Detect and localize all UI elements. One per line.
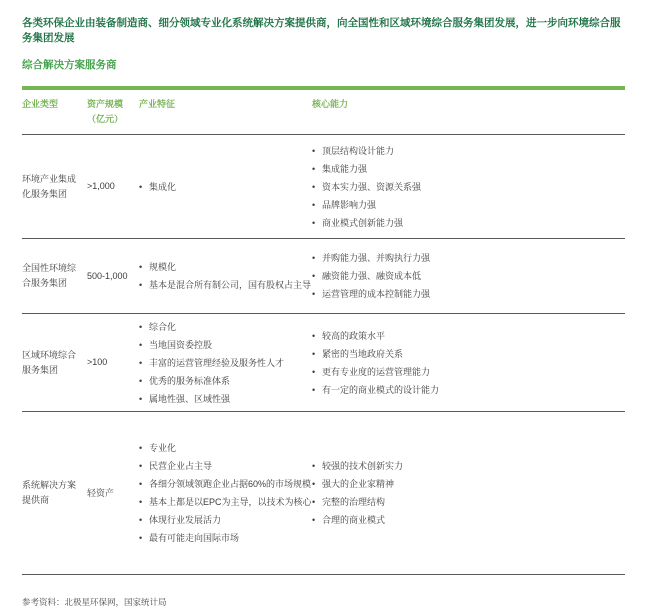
bullet-item: • 集成能力强 [312,160,619,178]
column-header-label: 核心能力 [312,99,349,109]
page-subtitle: 综合解决方案服务商 [22,59,117,71]
column-header-asset-scale [87,97,139,127]
bullet-item: • 较高的政策水平 [312,327,619,345]
column-header-core-capabilities [312,97,625,127]
asset-scale-cell [87,314,139,411]
industry-features-cell [139,412,312,574]
bullet-item: • 民营企业占主导 [139,457,306,475]
asset-scale-text: >1,000 [87,181,115,191]
bullet-item: • 基本上都是以EPC为主导，以技术为核心 [139,493,306,511]
table-header-row [22,90,625,135]
bullet-item: • 有一定的商业模式的设计能力 [312,381,619,399]
column-header-label: 企业类型 [22,99,59,109]
bullet-item: • 专业化 [139,439,306,457]
industry-features-cell [139,135,312,238]
core-capabilities-list [312,249,619,303]
bullet-item: • 集成化 [139,178,306,196]
core-capabilities-cell [312,239,625,313]
core-capabilities-cell [312,412,625,574]
bullet-item: • 更有专业度的运营管理能力 [312,363,619,381]
table-row-regional-comprehensive-group [22,314,625,412]
column-header-label: 产业特征 [139,99,176,109]
bullet-item: • 商业模式创新能力强 [312,214,619,232]
enterprise-type-cell [22,314,87,411]
bullet-item: • 运营管理的成本控制能力强 [312,285,619,303]
asset-scale-text: >100 [87,357,108,367]
industry-features-list [139,439,312,547]
column-header-label: 资产规模 [87,99,124,109]
table-row-integrated-service-group [22,135,625,239]
enterprise-comparison-table [22,86,625,575]
enterprise-type-cell [22,135,87,238]
table-row-national-comprehensive-group [22,239,625,314]
asset-scale-text: 轻资产 [87,487,115,498]
bullet-item: • 较强的技术创新实力 [312,457,619,475]
bullet-item: • 规模化 [139,258,306,276]
industry-features-list [139,318,306,408]
bullet-item: • 丰富的运营管理经验及服务性人才 [139,354,306,372]
bullet-item: • 品牌影响力强 [312,196,619,214]
bullet-item: • 综合化 [139,318,306,336]
bullet-item: • 融资能力强、融资成本低 [312,267,619,285]
bullet-item: • 各细分领域领跑企业占据60%的市场规模 [139,475,306,493]
enterprise-type-cell [22,239,87,313]
source-note: 参考资料：北极星环保网，国家统计局 [22,597,167,607]
core-capabilities-list [312,327,619,399]
bullet-item: • 资本实力强、资源关系强 [312,178,619,196]
enterprise-type-text: 系统解决方案提供商 [22,480,77,505]
table-row-system-solution-provider [22,412,625,575]
bullet-item: • 体现行业发展活力 [139,511,306,529]
column-header-enterprise-type [22,97,87,127]
industry-features-cell [139,314,312,411]
enterprise-type-text: 全国性环境综合服务集团 [22,263,77,288]
enterprise-type-text: 环境产业集成化服务集团 [22,173,77,199]
bullet-item: • 合理的商业模式 [312,511,619,529]
asset-scale-cell [87,239,139,313]
column-header-industry-features [139,97,312,127]
enterprise-type-text: 区域环境综合服务集团 [22,349,77,375]
industry-features-list [139,178,306,196]
core-capabilities-list [312,142,619,232]
asset-scale-cell [87,135,139,238]
asset-scale-text: 500-1,000 [87,270,128,281]
bullet-item: • 基本是混合所有制公司，国有股权占主导 [139,276,306,294]
core-capabilities-cell [312,314,625,411]
bullet-item: • 属地性强、区域性强 [139,390,306,408]
bullet-item: • 当地国资委控股 [139,336,306,354]
bullet-item: • 完整的治理结构 [312,493,619,511]
bullet-item: • 紧密的当地政府关系 [312,345,619,363]
bullet-item: • 优秀的服务标准体系 [139,372,306,390]
column-header-unit: （亿元） [87,114,124,124]
bullet-item: • 顶层结构设计能力 [312,142,619,160]
page-title: 各类环保企业由装备制造商、细分领域专业化系统解决方案提供商，向全国性和区域环境综合服务集团发展，进一步向环境综合服务集团发展 [22,17,621,44]
industry-features-list [139,258,312,294]
core-capabilities-cell [312,135,625,238]
bullet-item: • 并购能力强、并购执行力强 [312,249,619,267]
asset-scale-cell [87,412,139,574]
industry-features-cell [139,239,312,313]
bullet-item: • 最有可能走向国际市场 [139,529,306,547]
bullet-item: • 强大的企业家精神 [312,475,619,493]
core-capabilities-list [312,457,619,529]
enterprise-type-cell [22,412,87,574]
